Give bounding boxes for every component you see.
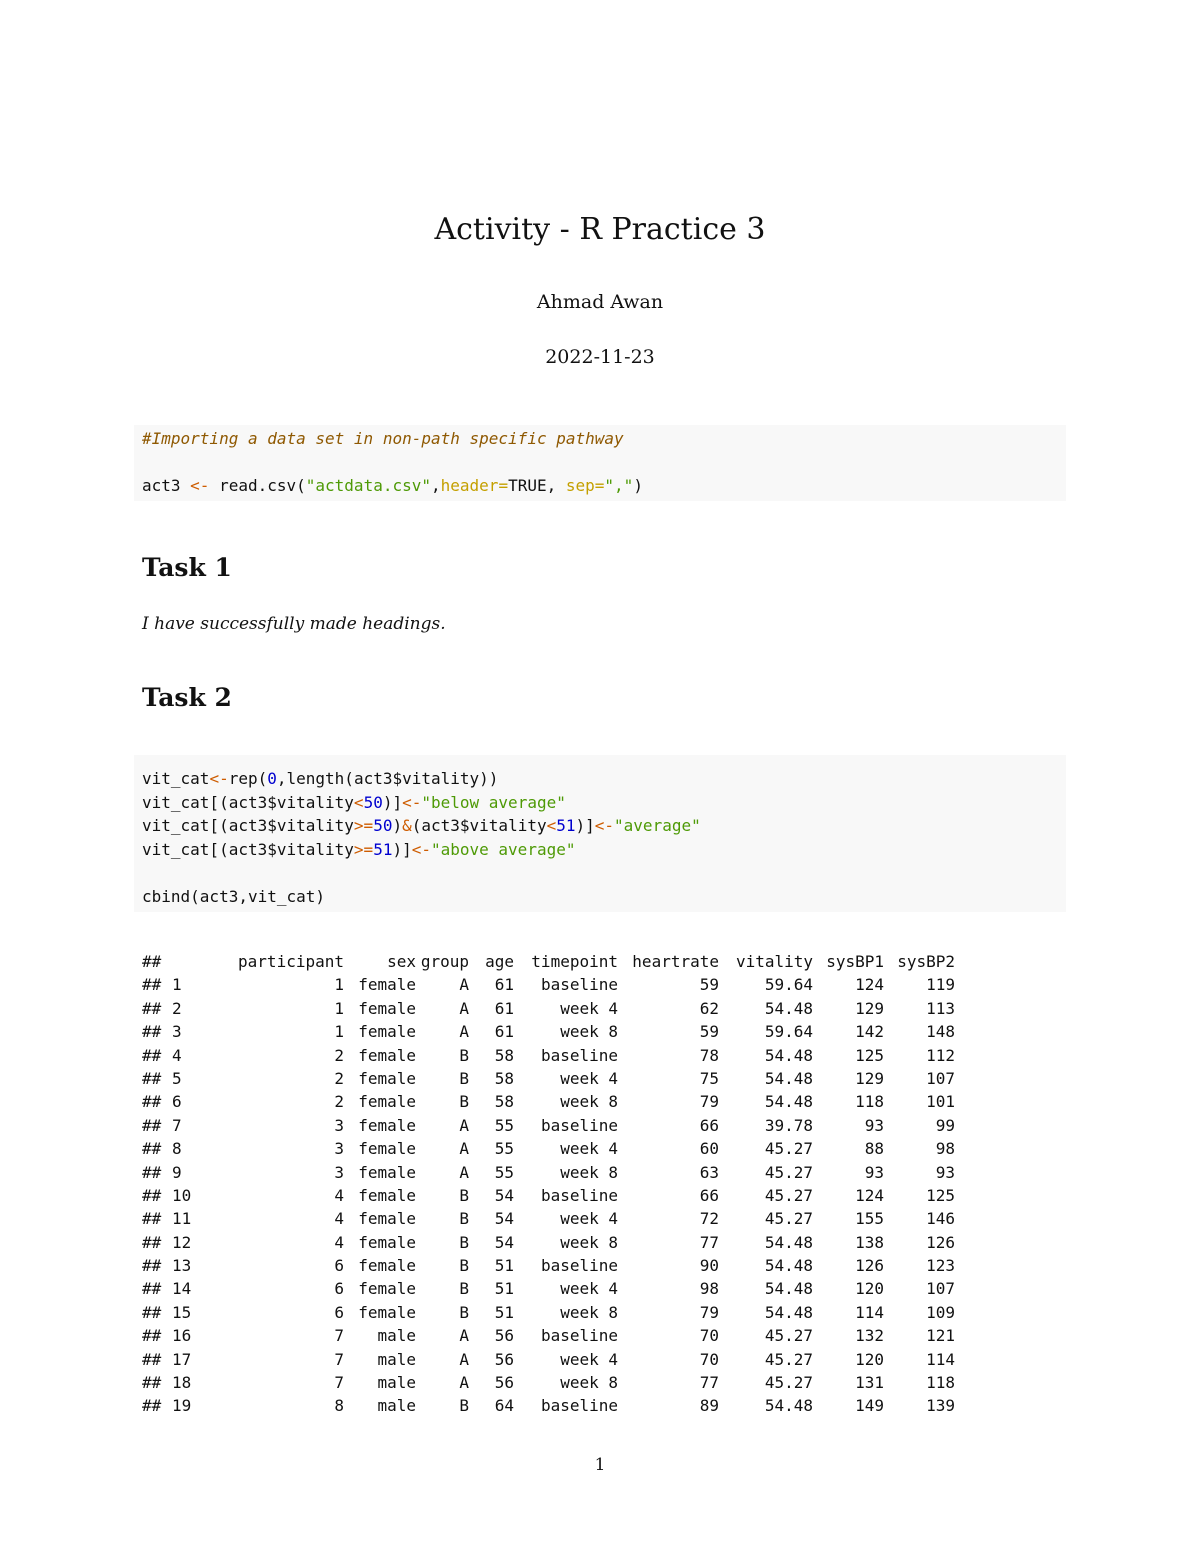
output-prefix: ## (142, 1092, 162, 1112)
code-operator: <- (411, 839, 431, 859)
table-cell: 54.48 (764, 1256, 813, 1276)
table-cell: 139 (926, 1396, 955, 1416)
table-cell: female (358, 1302, 416, 1322)
table-cell: 6 (334, 1302, 344, 1322)
code-token: ) (392, 816, 403, 835)
table-cell: week 4 (560, 1279, 618, 1299)
table-cell: 54.48 (764, 1045, 813, 1065)
code-token: act3 (142, 476, 191, 495)
table-cell: female (358, 1092, 416, 1112)
code-token: )] (575, 816, 595, 835)
table-cell: A (459, 1139, 469, 1159)
table-cell: week 4 (560, 1209, 618, 1229)
table-cell: 56 (494, 1326, 514, 1346)
table-cell: B (459, 1279, 469, 1299)
table-row (142, 1161, 1042, 1184)
table-cell: 1 (334, 1022, 344, 1042)
table-cell: 54.48 (764, 1279, 813, 1299)
table-row (142, 1231, 1042, 1254)
table-cell: baseline (540, 1045, 618, 1065)
row-index: 3 (172, 1022, 182, 1042)
output-prefix: ## (142, 1139, 162, 1159)
task-1-text: I have successfully made headings. (142, 614, 446, 634)
output-prefix: ## (142, 1256, 162, 1276)
row-index: 19 (172, 1396, 192, 1416)
table-cell: male (377, 1373, 416, 1393)
table-row (142, 1348, 1042, 1371)
table-cell: 60 (699, 1139, 719, 1159)
table-cell: baseline (540, 1256, 618, 1276)
column-header: participant (238, 952, 344, 971)
row-index: 10 (172, 1185, 192, 1205)
code-argument: sep= (565, 476, 605, 495)
table-cell: 93 (935, 1162, 955, 1182)
r-console-output (142, 950, 1042, 1418)
output-prefix: ## (142, 1326, 162, 1346)
code-blank-line (142, 861, 1058, 885)
output-prefix: ## (142, 1302, 162, 1322)
table-cell: A (459, 998, 469, 1018)
table-cell: 55 (494, 1162, 514, 1182)
table-cell: 7 (334, 1373, 344, 1393)
table-cell: 54.48 (764, 1092, 813, 1112)
table-cell: A (459, 1115, 469, 1135)
table-cell: 77 (699, 1373, 719, 1393)
code-token: cbind(act3,vit_cat) (142, 886, 326, 906)
table-cell: week 8 (560, 1373, 618, 1393)
table-cell: 119 (926, 975, 955, 995)
table-cell: week 8 (560, 1302, 618, 1322)
table-cell: 45.27 (764, 1349, 813, 1369)
heading-task-1: Task 1 (142, 553, 232, 582)
code-line-2 (142, 791, 1058, 815)
table-cell: female (358, 1115, 416, 1135)
table-cell: 66 (699, 1115, 719, 1135)
code-string: "above average" (430, 839, 576, 859)
table-row (142, 1277, 1042, 1300)
table-cell: 45.27 (764, 1139, 813, 1159)
output-prefix: ## (142, 975, 162, 995)
table-row (142, 1184, 1042, 1207)
table-cell: 61 (494, 998, 514, 1018)
table-cell: B (459, 1209, 469, 1229)
table-cell: 124 (855, 1185, 884, 1205)
table-cell: 142 (855, 1022, 884, 1042)
code-token: ) (633, 476, 643, 495)
column-header: sysBP2 (897, 952, 955, 971)
code-token: TRUE, (508, 476, 566, 495)
table-cell: 89 (699, 1396, 719, 1416)
table-cell: baseline (540, 1185, 618, 1205)
code-operator: & (402, 816, 412, 835)
output-prefix: ## (142, 1373, 162, 1393)
code-comment: #Importing a data set in non-path specific pathway (142, 429, 624, 448)
table-row (142, 1090, 1042, 1113)
table-cell: 3 (334, 1162, 344, 1182)
table-cell: female (358, 1232, 416, 1252)
table-cell: 93 (864, 1115, 884, 1135)
code-operator: <- (190, 476, 210, 495)
table-cell: 58 (494, 1092, 514, 1112)
table-cell: 129 (855, 998, 884, 1018)
table-cell: 7 (334, 1349, 344, 1369)
table-cell: 72 (699, 1209, 719, 1229)
table-cell: 121 (926, 1326, 955, 1346)
table-row (142, 1207, 1042, 1230)
table-cell: 93 (864, 1162, 884, 1182)
table-cell: 6 (334, 1279, 344, 1299)
table-cell: 3 (334, 1115, 344, 1135)
table-cell: 70 (699, 1326, 719, 1346)
table-row (142, 1020, 1042, 1043)
table-cell: 131 (855, 1373, 884, 1393)
table-cell: 63 (699, 1162, 719, 1182)
table-cell: 54.48 (764, 1302, 813, 1322)
table-cell: 8 (334, 1396, 344, 1416)
table-cell: week 8 (560, 1162, 618, 1182)
output-prefix: ## (142, 1045, 162, 1065)
table-cell: 59.64 (764, 1022, 813, 1042)
table-cell: 124 (855, 975, 884, 995)
table-cell: 107 (926, 1068, 955, 1088)
table-cell: week 8 (560, 1022, 618, 1042)
row-index: 5 (172, 1068, 182, 1088)
table-cell: 1 (334, 998, 344, 1018)
row-index: 12 (172, 1232, 192, 1252)
code-token: )] (382, 792, 403, 812)
table-cell: 51 (494, 1279, 514, 1299)
column-header: age (485, 952, 514, 971)
code-block-import (134, 425, 1066, 501)
table-cell: female (358, 1209, 416, 1229)
table-cell: B (459, 1302, 469, 1322)
table-cell: 90 (699, 1256, 719, 1276)
table-cell: 114 (855, 1302, 884, 1322)
table-cell: 54.48 (764, 998, 813, 1018)
table-cell: 132 (855, 1326, 884, 1346)
table-cell: 123 (926, 1256, 955, 1276)
table-cell: week 4 (560, 998, 618, 1018)
table-cell: 59.64 (764, 975, 813, 995)
table-cell: week 4 (560, 1139, 618, 1159)
table-cell: 59 (699, 1022, 719, 1042)
table-cell: B (459, 1092, 469, 1112)
row-index: 4 (172, 1045, 182, 1065)
row-index: 8 (172, 1139, 182, 1159)
row-index: 6 (172, 1092, 182, 1112)
row-index: 9 (172, 1162, 182, 1182)
column-header: sysBP1 (826, 952, 884, 971)
table-cell: male (377, 1326, 416, 1346)
table-cell: female (358, 1162, 416, 1182)
table-cell: 54.48 (764, 1068, 813, 1088)
output-prefix: ## (142, 1232, 162, 1252)
table-row (142, 1301, 1042, 1324)
table-cell: female (358, 1185, 416, 1205)
code-token: vit_cat[(act3$vitality (142, 792, 354, 812)
code-number: 50 (373, 816, 393, 835)
table-cell: 59 (699, 975, 719, 995)
output-header-row (142, 950, 1042, 973)
column-header: group (420, 952, 469, 971)
row-index: 15 (172, 1302, 192, 1322)
document-author: Ahmad Awan (536, 291, 664, 313)
table-cell: 88 (864, 1139, 884, 1159)
code-string: "," (604, 476, 634, 495)
code-token: (act3$vitality (411, 816, 547, 835)
code-token: , (431, 476, 441, 495)
table-cell: 6 (334, 1256, 344, 1276)
table-cell: 51 (494, 1302, 514, 1322)
table-cell: 45.27 (764, 1162, 813, 1182)
table-row (142, 1324, 1042, 1347)
table-cell: 61 (494, 975, 514, 995)
column-header: sex (387, 952, 416, 971)
table-row (142, 1044, 1042, 1067)
table-cell: 98 (935, 1139, 955, 1159)
row-index: 1 (172, 975, 182, 995)
table-cell: A (459, 1326, 469, 1346)
table-cell: 54 (494, 1232, 514, 1252)
table-cell: 54 (494, 1185, 514, 1205)
table-cell: 3 (334, 1139, 344, 1159)
table-cell: 45.27 (764, 1209, 813, 1229)
table-cell: 54.48 (764, 1232, 813, 1252)
table-cell: 4 (334, 1185, 344, 1205)
table-cell: 66 (699, 1185, 719, 1205)
output-row-index (164, 950, 204, 973)
table-cell: week 8 (560, 1092, 618, 1112)
output-prefix: ## (142, 1162, 162, 1182)
code-token: vit_cat (142, 769, 210, 788)
heading-task-2: Task 2 (142, 683, 232, 712)
table-row (142, 1137, 1042, 1160)
table-cell: 51 (494, 1256, 514, 1276)
table-cell: 126 (926, 1232, 955, 1252)
table-cell: female (358, 1139, 416, 1159)
code-line-3 (142, 814, 1058, 838)
table-cell: 99 (935, 1115, 955, 1135)
table-cell: 45.27 (764, 1373, 813, 1393)
code-block-vitality (134, 755, 1066, 912)
output-prefix: ## (142, 1068, 162, 1088)
code-string: "actdata.csv" (305, 476, 431, 495)
table-cell: 56 (494, 1349, 514, 1369)
document-title: Activity - R Practice 3 (434, 212, 766, 247)
table-cell: 120 (855, 1279, 884, 1299)
table-row (142, 1371, 1042, 1394)
table-cell: 58 (494, 1068, 514, 1088)
table-cell: week 4 (560, 1349, 618, 1369)
table-cell: 98 (699, 1279, 719, 1299)
table-row (142, 997, 1042, 1020)
table-row (142, 1254, 1042, 1277)
code-operator: < (353, 792, 364, 812)
code-operator: <- (209, 769, 229, 788)
row-index: 7 (172, 1115, 182, 1135)
table-cell: 61 (494, 1022, 514, 1042)
table-cell: 2 (334, 1068, 344, 1088)
page-number: 1 (594, 1455, 606, 1475)
table-cell: 62 (699, 998, 719, 1018)
table-cell: 126 (855, 1256, 884, 1276)
table-cell: 79 (699, 1092, 719, 1112)
table-cell: male (377, 1349, 416, 1369)
table-cell: baseline (540, 1326, 618, 1346)
table-cell: 45.27 (764, 1185, 813, 1205)
output-prefix: ## (142, 1185, 162, 1205)
table-cell: 2 (334, 1045, 344, 1065)
table-cell: male (377, 1396, 416, 1416)
table-cell: 109 (926, 1302, 955, 1322)
table-cell: 54 (494, 1209, 514, 1229)
code-number: 0 (267, 769, 277, 788)
table-cell: 58 (494, 1045, 514, 1065)
column-header: timepoint (531, 952, 618, 971)
row-index: 2 (172, 998, 182, 1018)
output-prefix: ## (142, 1022, 162, 1042)
table-cell: B (459, 1256, 469, 1276)
code-string: "below average" (421, 792, 566, 812)
table-cell: 112 (926, 1045, 955, 1065)
table-cell: 4 (334, 1232, 344, 1252)
code-operator: <- (402, 792, 422, 812)
code-line-1 (142, 767, 1058, 791)
table-cell: B (459, 1396, 469, 1416)
output-prefix: ## (142, 1115, 162, 1135)
code-operator: < (546, 816, 557, 835)
output-prefix: ## (142, 1396, 162, 1416)
output-prefix: ## (142, 1209, 162, 1229)
code-token: vit_cat[(act3$vitality (142, 816, 354, 835)
table-cell: 107 (926, 1279, 955, 1299)
code-number: 51 (556, 816, 576, 835)
document-date: 2022-11-23 (545, 346, 655, 368)
column-header: vitality (735, 952, 813, 971)
table-cell: 118 (855, 1092, 884, 1112)
table-cell: 77 (699, 1232, 719, 1252)
table-row (142, 1114, 1042, 1137)
table-cell: 56 (494, 1373, 514, 1393)
table-cell: 138 (855, 1232, 884, 1252)
row-index: 14 (172, 1279, 192, 1299)
code-token: read.csv( (209, 476, 306, 495)
code-blank-line (142, 451, 1058, 475)
table-cell: 45.27 (764, 1326, 813, 1346)
code-read-csv-line (142, 474, 1058, 498)
table-cell: 55 (494, 1139, 514, 1159)
row-index: 18 (172, 1373, 192, 1393)
table-row (142, 973, 1042, 996)
output-prefix: ## (142, 1349, 162, 1369)
table-cell: 70 (699, 1349, 719, 1369)
table-cell: 54.48 (764, 1396, 813, 1416)
table-cell: 148 (926, 1022, 955, 1042)
table-cell: A (459, 1373, 469, 1393)
table-cell: 39.78 (764, 1115, 813, 1135)
output-prefix: ## (142, 998, 162, 1018)
table-cell: 64 (494, 1396, 514, 1416)
table-cell: 78 (699, 1045, 719, 1065)
code-line-4 (142, 838, 1058, 862)
table-cell: female (358, 1068, 416, 1088)
row-index: 16 (172, 1326, 192, 1346)
output-prefix: ## (142, 1279, 162, 1299)
row-index: 11 (172, 1209, 192, 1229)
table-cell: 114 (926, 1349, 955, 1369)
table-cell: 125 (926, 1185, 955, 1205)
table-cell: week 8 (560, 1232, 618, 1252)
table-cell: female (358, 975, 416, 995)
table-cell: 55 (494, 1115, 514, 1135)
code-token: vit_cat[(act3$vitality (142, 839, 354, 859)
table-cell: A (459, 975, 469, 995)
code-number: 50 (363, 792, 383, 812)
table-cell: 146 (926, 1209, 955, 1229)
table-cell: 1 (334, 975, 344, 995)
table-cell: baseline (540, 1115, 618, 1135)
table-cell: A (459, 1162, 469, 1182)
table-cell: 2 (334, 1092, 344, 1112)
table-cell: 129 (855, 1068, 884, 1088)
table-cell: 113 (926, 998, 955, 1018)
code-token: ,length(act3$vitality)) (276, 769, 499, 788)
code-token: )] (392, 839, 412, 859)
table-cell: 79 (699, 1302, 719, 1322)
table-cell: female (358, 1022, 416, 1042)
code-number: 51 (373, 839, 393, 859)
table-cell: B (459, 1185, 469, 1205)
code-line-5 (142, 885, 1058, 909)
code-operator: >= (353, 839, 374, 859)
code-argument: header= (440, 476, 509, 495)
code-operator: <- (594, 816, 615, 835)
table-cell: female (358, 1279, 416, 1299)
row-index: 13 (172, 1256, 192, 1276)
table-cell: female (358, 998, 416, 1018)
table-cell: 118 (926, 1373, 955, 1393)
table-cell: 120 (855, 1349, 884, 1369)
table-row (142, 1067, 1042, 1090)
table-cell: female (358, 1045, 416, 1065)
table-cell: 75 (699, 1068, 719, 1088)
table-cell: female (358, 1256, 416, 1276)
code-token: rep( (228, 769, 268, 788)
table-cell: 149 (855, 1396, 884, 1416)
code-comment-line (142, 427, 1058, 451)
table-cell: A (459, 1349, 469, 1369)
column-header: heartrate (632, 952, 719, 971)
row-index: 17 (172, 1349, 192, 1369)
table-cell: 125 (855, 1045, 884, 1065)
table-cell: B (459, 1232, 469, 1252)
table-cell: B (459, 1068, 469, 1088)
table-cell: baseline (540, 1396, 618, 1416)
table-cell: A (459, 1022, 469, 1042)
code-operator: >= (353, 816, 374, 835)
table-cell: 155 (855, 1209, 884, 1229)
table-cell: week 4 (560, 1068, 618, 1088)
table-cell: B (459, 1045, 469, 1065)
code-string: "average" (614, 816, 701, 835)
output-prefix: ## (142, 952, 162, 971)
table-cell: 101 (926, 1092, 955, 1112)
table-cell: 7 (334, 1326, 344, 1346)
table-row (142, 1394, 1042, 1417)
table-cell: 4 (334, 1209, 344, 1229)
table-cell: baseline (540, 975, 618, 995)
